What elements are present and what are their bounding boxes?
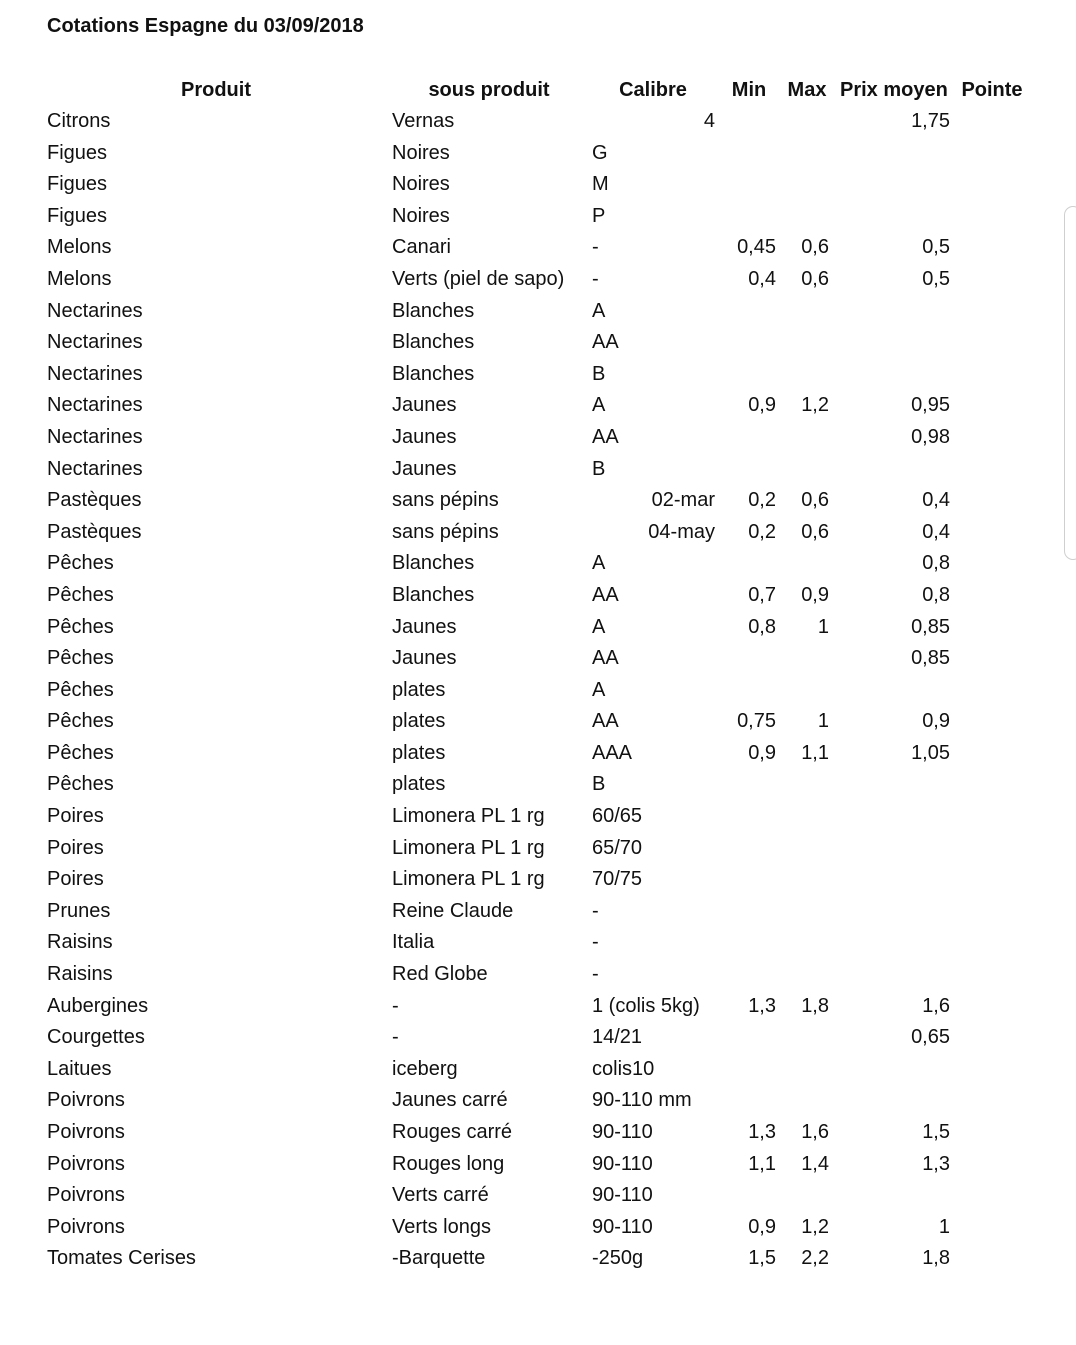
- cell-produit: Pêches: [47, 741, 114, 764]
- cell-sous-produit: Jaunes: [392, 647, 457, 670]
- table-row: [0, 203, 1076, 235]
- cell-min: 1,5: [748, 1247, 776, 1270]
- cell-produit: Pastèques: [47, 489, 142, 512]
- cell-sous-produit: Noires: [392, 141, 450, 164]
- table-row: [0, 487, 1076, 519]
- cell-sous-produit: Limonera PL 1 rg: [392, 868, 545, 891]
- cell-produit: Pêches: [47, 615, 114, 638]
- table-row: [0, 1087, 1076, 1119]
- cell-sous-produit: Blanches: [392, 552, 475, 575]
- cell-max: 1,1: [801, 741, 829, 764]
- cell-sous-produit: -: [392, 994, 399, 1017]
- cell-calibre: G: [592, 141, 608, 164]
- cell-calibre: A: [592, 299, 606, 322]
- cell-prix-moyen: 0,5: [922, 236, 950, 259]
- column-header-prix-moyen: Prix moyen: [840, 79, 948, 101]
- cell-calibre: colis10: [592, 1057, 655, 1080]
- column-header-min: Min: [731, 79, 767, 101]
- cell-produit: Prunes: [47, 899, 111, 922]
- cell-calibre: 4: [703, 110, 715, 132]
- cell-min: 0,2: [748, 489, 776, 512]
- table-row: [0, 392, 1076, 424]
- cell-sous-produit: Rouges long: [392, 1152, 505, 1175]
- table-row: [0, 929, 1076, 961]
- cell-calibre: 70/75: [592, 868, 643, 891]
- cell-produit: Figues: [47, 141, 108, 164]
- table-row: [0, 961, 1076, 993]
- cell-sous-produit: Red Globe: [392, 963, 488, 986]
- cell-min: 0,2: [748, 520, 776, 543]
- table-row: [0, 266, 1076, 298]
- cell-min: 0,7: [748, 583, 776, 606]
- cell-calibre: B: [592, 773, 606, 796]
- cell-produit: Figues: [47, 204, 108, 227]
- cell-sous-produit: -Barquette: [392, 1247, 486, 1270]
- cell-sous-produit: sans pépins: [392, 520, 499, 543]
- cell-calibre: AA: [592, 583, 619, 606]
- scroll-handle[interactable]: [1064, 206, 1076, 560]
- table-row: [0, 361, 1076, 393]
- cell-prix-moyen: 1,8: [922, 1247, 950, 1270]
- cell-sous-produit: Vernas: [392, 110, 455, 132]
- table-row: [0, 866, 1076, 898]
- table-row: [0, 1245, 1076, 1277]
- cell-produit: Poires: [47, 868, 104, 891]
- column-header-calibre: Calibre: [619, 79, 687, 101]
- table-row: [0, 677, 1076, 709]
- cell-max: 1,6: [801, 1121, 829, 1143]
- cell-calibre: B: [592, 457, 606, 480]
- cell-produit: Raisins: [47, 963, 113, 986]
- cell-calibre: B: [592, 362, 606, 385]
- cell-produit: Poires: [47, 836, 104, 859]
- cell-prix-moyen: 0,8: [922, 552, 950, 575]
- cell-sous-produit: Blanches: [392, 362, 475, 385]
- cell-calibre: 65/70: [592, 836, 643, 859]
- cell-sous-produit: Verts longs: [392, 1215, 491, 1238]
- cell-sous-produit: Noires: [392, 204, 450, 227]
- cell-sous-produit: Verts (piel de sapo): [392, 267, 565, 290]
- cell-max: 1,2: [801, 1215, 829, 1238]
- cell-min: 0,4: [748, 267, 776, 290]
- table-row: [0, 140, 1076, 172]
- table-row: [0, 582, 1076, 614]
- cell-calibre: 60/65: [592, 805, 643, 828]
- table-row: [0, 519, 1076, 551]
- cell-calibre: 90-110 mm: [592, 1089, 692, 1112]
- column-header-pointe: Pointe: [961, 79, 1023, 101]
- cell-sous-produit: sans pépins: [392, 489, 499, 512]
- cell-sous-produit: Italia: [392, 931, 435, 954]
- cell-produit: Nectarines: [47, 299, 143, 322]
- cell-sous-produit: Limonera PL 1 rg: [392, 805, 545, 828]
- table-row: [0, 550, 1076, 582]
- cell-produit: Citrons: [47, 110, 111, 132]
- cell-sous-produit: Jaunes: [392, 425, 457, 448]
- cell-sous-produit: iceberg: [392, 1057, 458, 1080]
- cell-sous-produit: Canari: [392, 236, 451, 259]
- cell-prix-moyen: 1,3: [922, 1152, 950, 1175]
- cell-sous-produit: plates: [392, 678, 446, 701]
- cell-max: 2,2: [801, 1247, 829, 1270]
- cell-produit: Pêches: [47, 678, 114, 701]
- cell-calibre: -: [592, 963, 599, 986]
- cell-produit: Pêches: [47, 773, 114, 796]
- cell-sous-produit: Reine Claude: [392, 899, 514, 922]
- cell-produit: Nectarines: [47, 425, 143, 448]
- table-row: [0, 329, 1076, 361]
- cell-produit: Nectarines: [47, 457, 143, 480]
- cell-calibre: 1 (colis 5kg): [592, 994, 700, 1017]
- cell-calibre: 90-110: [592, 1121, 653, 1143]
- cell-max: 0,6: [801, 489, 829, 512]
- cell-prix-moyen: 0,85: [911, 615, 950, 638]
- cell-produit: Poivrons: [47, 1152, 125, 1175]
- cell-calibre: M: [592, 173, 609, 196]
- cell-produit: Poivrons: [47, 1184, 125, 1207]
- cell-produit: Melons: [47, 267, 112, 290]
- table-row: [0, 456, 1076, 488]
- cell-sous-produit: plates: [392, 710, 446, 733]
- column-header-sous-produit: sous produit: [428, 79, 550, 101]
- cell-calibre: A: [592, 678, 606, 701]
- cell-prix-moyen: 1,6: [922, 994, 950, 1017]
- cell-produit: Pêches: [47, 552, 114, 575]
- cell-produit: Poires: [47, 805, 104, 828]
- cell-produit: Aubergines: [47, 994, 149, 1017]
- table-row: [0, 1151, 1076, 1183]
- cell-sous-produit: Noires: [392, 173, 450, 196]
- cell-max: 1: [817, 615, 829, 638]
- table-row: [0, 1214, 1076, 1246]
- cell-sous-produit: Jaunes: [392, 615, 457, 638]
- cell-prix-moyen: 1,05: [911, 741, 950, 764]
- cell-produit: Poivrons: [47, 1121, 125, 1143]
- table-row: [0, 1056, 1076, 1088]
- cell-produit: Pastèques: [47, 520, 142, 543]
- cell-min: 1,3: [748, 994, 776, 1017]
- cell-prix-moyen: 0,4: [922, 520, 950, 543]
- cell-calibre: -: [592, 236, 599, 259]
- cell-calibre: 90-110: [592, 1152, 653, 1175]
- table-row: [0, 298, 1076, 330]
- table-row: [0, 1024, 1076, 1056]
- cell-min: 0,9: [748, 741, 776, 764]
- cell-min: 0,9: [748, 394, 776, 417]
- cell-min: 0,8: [748, 615, 776, 638]
- cell-prix-moyen: 0,85: [911, 647, 950, 670]
- table-row: [0, 803, 1076, 835]
- cell-calibre: 04-may: [648, 520, 715, 543]
- column-header-produit: Produit: [181, 79, 251, 101]
- cell-calibre: -250g: [592, 1247, 644, 1270]
- cell-prix-moyen: 0,98: [911, 425, 950, 448]
- cell-sous-produit: -: [392, 1026, 399, 1049]
- cell-min: 0,75: [737, 710, 776, 733]
- cell-max: 0,6: [801, 267, 829, 290]
- cell-max: 1,2: [801, 394, 829, 417]
- table-row: [0, 614, 1076, 646]
- cell-sous-produit: plates: [392, 741, 446, 764]
- cell-produit: Poivrons: [47, 1215, 125, 1238]
- cell-calibre: AA: [592, 331, 619, 354]
- cell-produit: Nectarines: [47, 362, 143, 385]
- cell-prix-moyen: 0,65: [911, 1026, 950, 1049]
- table-row: [0, 424, 1076, 456]
- cell-prix-moyen: 1,75: [911, 110, 950, 132]
- cell-sous-produit: Blanches: [392, 331, 475, 354]
- cell-produit: Tomates Cerises: [47, 1247, 196, 1270]
- document-title: Cotations Espagne du 03/09/2018: [47, 15, 364, 37]
- cell-calibre: 90-110: [592, 1184, 653, 1207]
- cell-max: 0,6: [801, 236, 829, 259]
- cell-produit: Nectarines: [47, 394, 143, 417]
- cell-prix-moyen: 1,5: [922, 1121, 950, 1143]
- cell-max: 1,8: [801, 994, 829, 1017]
- cell-min: 0,45: [737, 236, 776, 259]
- column-header-max: Max: [787, 79, 827, 101]
- cell-calibre: 02-mar: [651, 489, 715, 512]
- cell-min: 1,1: [748, 1152, 776, 1175]
- table-row: [0, 171, 1076, 203]
- cell-max: 0,6: [801, 520, 829, 543]
- cell-produit: Nectarines: [47, 331, 143, 354]
- cell-sous-produit: Rouges carré: [392, 1121, 513, 1143]
- cell-produit: Pêches: [47, 583, 114, 606]
- cell-prix-moyen: 1: [938, 1215, 950, 1238]
- cell-produit: Figues: [47, 173, 108, 196]
- table-row: [0, 993, 1076, 1025]
- cell-calibre: A: [592, 615, 606, 638]
- cell-max: 1,4: [801, 1152, 829, 1175]
- cell-calibre: -: [592, 931, 599, 954]
- table-row: [0, 740, 1076, 772]
- cell-calibre: AA: [592, 710, 619, 733]
- cell-calibre: AAA: [592, 741, 633, 764]
- cell-sous-produit: Blanches: [392, 299, 475, 322]
- cell-prix-moyen: 0,8: [922, 583, 950, 606]
- price-table-body: [0, 108, 1076, 1277]
- cell-sous-produit: plates: [392, 773, 446, 796]
- cell-min: 0,9: [748, 1215, 776, 1238]
- cell-sous-produit: Blanches: [392, 583, 475, 606]
- cell-prix-moyen: 0,5: [922, 267, 950, 290]
- cell-min: 1,3: [748, 1121, 776, 1143]
- cell-calibre: A: [592, 552, 606, 575]
- cell-produit: Laitues: [47, 1057, 112, 1080]
- cell-sous-produit: Jaunes: [392, 457, 457, 480]
- cell-produit: Melons: [47, 236, 112, 259]
- cell-calibre: AA: [592, 647, 619, 670]
- cell-sous-produit: Limonera PL 1 rg: [392, 836, 545, 859]
- cell-produit: Raisins: [47, 931, 113, 954]
- cell-sous-produit: Verts carré: [392, 1184, 489, 1207]
- table-row: [0, 1182, 1076, 1214]
- cell-prix-moyen: 0,9: [922, 710, 950, 733]
- table-row: [0, 708, 1076, 740]
- table-row: [0, 108, 1076, 140]
- cell-sous-produit: Jaunes carré: [392, 1089, 508, 1112]
- table-row: [0, 645, 1076, 677]
- cell-prix-moyen: 0,4: [922, 489, 950, 512]
- table-row: [0, 898, 1076, 930]
- table-row: [0, 835, 1076, 867]
- cell-produit: Poivrons: [47, 1089, 125, 1112]
- table-row: [0, 1119, 1076, 1151]
- cell-calibre: AA: [592, 425, 619, 448]
- cell-calibre: 14/21: [592, 1026, 643, 1049]
- cell-produit: Pêches: [47, 647, 114, 670]
- cell-calibre: A: [592, 394, 606, 417]
- table-row: [0, 234, 1076, 266]
- cell-calibre: -: [592, 899, 599, 922]
- cell-max: 1: [817, 710, 829, 733]
- cell-produit: Pêches: [47, 710, 114, 733]
- cell-prix-moyen: 0,95: [911, 394, 950, 417]
- cell-calibre: P: [592, 204, 606, 227]
- cell-calibre: 90-110: [592, 1215, 653, 1238]
- table-row: [0, 771, 1076, 803]
- cell-calibre: -: [592, 267, 599, 290]
- cell-produit: Courgettes: [47, 1026, 145, 1049]
- cell-sous-produit: Jaunes: [392, 394, 457, 417]
- cell-max: 0,9: [801, 583, 829, 606]
